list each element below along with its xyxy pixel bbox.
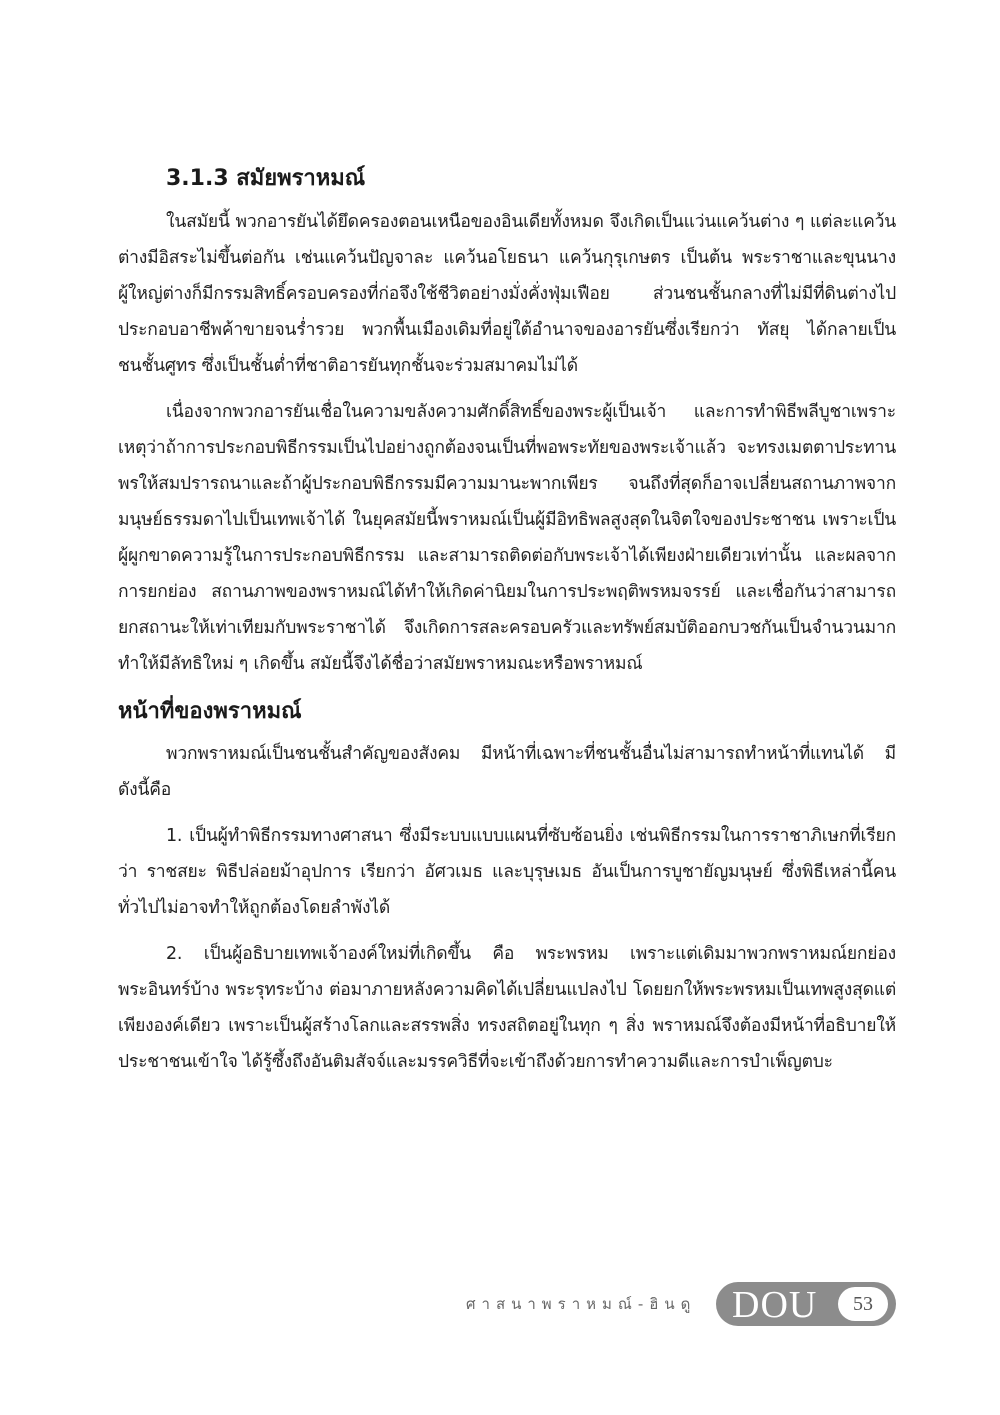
duties-item-1: 1. เป็นผู้ทำพิธีกรรมทางศาสนา ซึ่งมีระบบแบบแผนที่ซับซ้อนยิ่ง เช่นพิธีกรรมในการราชาภิเษกที่เรียกว่า ราชสยะ พิธีปล่อยม้าอุปการ เรียกว่า อัศวเมธ และบุรุษเมธ อันเป็นการบูชายัญมนุษย์ ซึ่งพิธีเหล่านี้คนทั่วไปไม่อาจทำให้ถูกต้องโดยลำพังได้ [118,826,896,918]
duties-item-2: 2. เป็นผู้อธิบายเทพเจ้าองค์ใหม่ที่เกิดขึ้น คือ พระพรหม เพราะแต่เดิมมาพวกพราหมณ์ยกย่องพระอินทร์บ้าง พระรุทระบ้าง ต่อมาภายหลังความคิดได้เปลี่ยนแปลงไป โดยยกให้พระพรหมเป็นเทพสูงสุดแต่เพียงองค์เดียว เพราะเป็นผู้สร้างโลกและสรรพสิ่ง ทรงสถิตอยู่ในทุก ๆ สิ่ง พราหมณ์จึงต้องมีหน้าที่อธิบายให้ประชาชนเข้าใจ ได้รู้ซึ้งถึงอันติมสัจจ์และมรรควิธีที่จะเข้าถึงด้วยการทำความดีและการบำเพ็ญตบะ [118,944,896,1072]
duties-heading: หน้าที่ของพราหมณ์ [118,699,302,724]
duties-intro-paragraph: พวกพราหมณ์เป็นชนชั้นสำคัญของสังคม มีหน้าที่เฉพาะที่ชนชั้นอื่นไม่สามารถทำหน้าที่แทนได้ มีดังนี้คือ [118,744,896,800]
section-paragraph-1: ในสมัยนี้ พวกอารยันได้ยึดครองตอนเหนือของอินเดียทั้งหมด จึงเกิดเป็นแว่นแคว้นต่าง ๆ แต่ละแคว้นต่างมีอิสระไม่ขึ้นต่อกัน เช่นแคว้นปัญจาละ แคว้นอโยธนา แคว้นกุรุเกษตร เป็นต้น พระราชาและขุนนางผู้ใหญ่ต่างก็มีกรรมสิทธิ์ครอบครองที่ก่อจึงใช้ชีวิตอย่างมั่งคั่งฟุ่มเฟือย ส่วนชนชั้นกลางที่ไม่มีที่ดินต่างไปประกอบอาชีพค้าขายจนร่ำรวย พวกพื้นเมืองเดิมที่อยู่ใต้อำนาจของอารยันซึ่งเรียกว่า ทัสยุ ได้กลายเป็นชนชั้นศูทร ซึ่งเป็นชั้นต่ำที่ชาติอารยันทุกชั้นจะร่วมสมาคมไม่ได้ [118,212,896,376]
page-number: 53 [838,1287,888,1321]
footer-book-title: ศาสนาพราหมณ์-ฮินดู [466,1295,697,1313]
section-paragraph-2: เนื่องจากพวกอารยันเชื่อในความขลังความศักดิ์สิทธิ์ของพระผู้เป็นเจ้า และการทำพิธีพลีบูชาเพราะเหตุว่าถ้าการประกอบพิธีกรรมเป็นไปอย่างถูกต้องจนเป็นที่พอพระทัยของพระเจ้าแล้ว จะทรงเมตตาประทานพรให้สมปรารถนาและถ้าผู้ประกอบพิธีกรรมมีความมานะพากเพียร จนถึงที่สุดก็อาจเปลี่ยนสถานภาพจากมนุษย์ธรรมดาไปเป็นเทพเจ้าได้ ในยุคสมัยนี้พราหมณ์เป็นผู้มีอิทธิพลสูงสุดในจิตใจของประชาชน เพราะเป็นผู้ผูกขาดความรู้ในการประกอบพิธีกรรม และสามารถติดต่อกับพระเจ้าได้เพียงฝ่ายเดียวเท่านั้น และผลจากการยกย่อง สถานภาพของพราหมณ์ได้ทำให้เกิดค่านิยมในการประพฤติพรหมจรรย์ และเชื่อกันว่าสามารถยกสถานะให้เท่าเทียมกับพระราชาได้ จึงเกิดการสละครอบครัวและทรัพย์สมบัติออกบวชกันเป็นจำนวนมาก ทำให้มีลัทธิใหม่ ๆ เกิดขึ้น สมัยนี้จึงได้ชื่อว่าสมัยพราหมณะหรือพราหมณ์ [118,402,896,674]
page-footer [0,1282,1000,1326]
dou-logo-text: DOU [732,1284,818,1326]
dou-logo-badge [716,1282,896,1326]
page-body [118,158,896,1090]
section-heading: 3.1.3 สมัยพราหมณ์ [166,166,366,191]
